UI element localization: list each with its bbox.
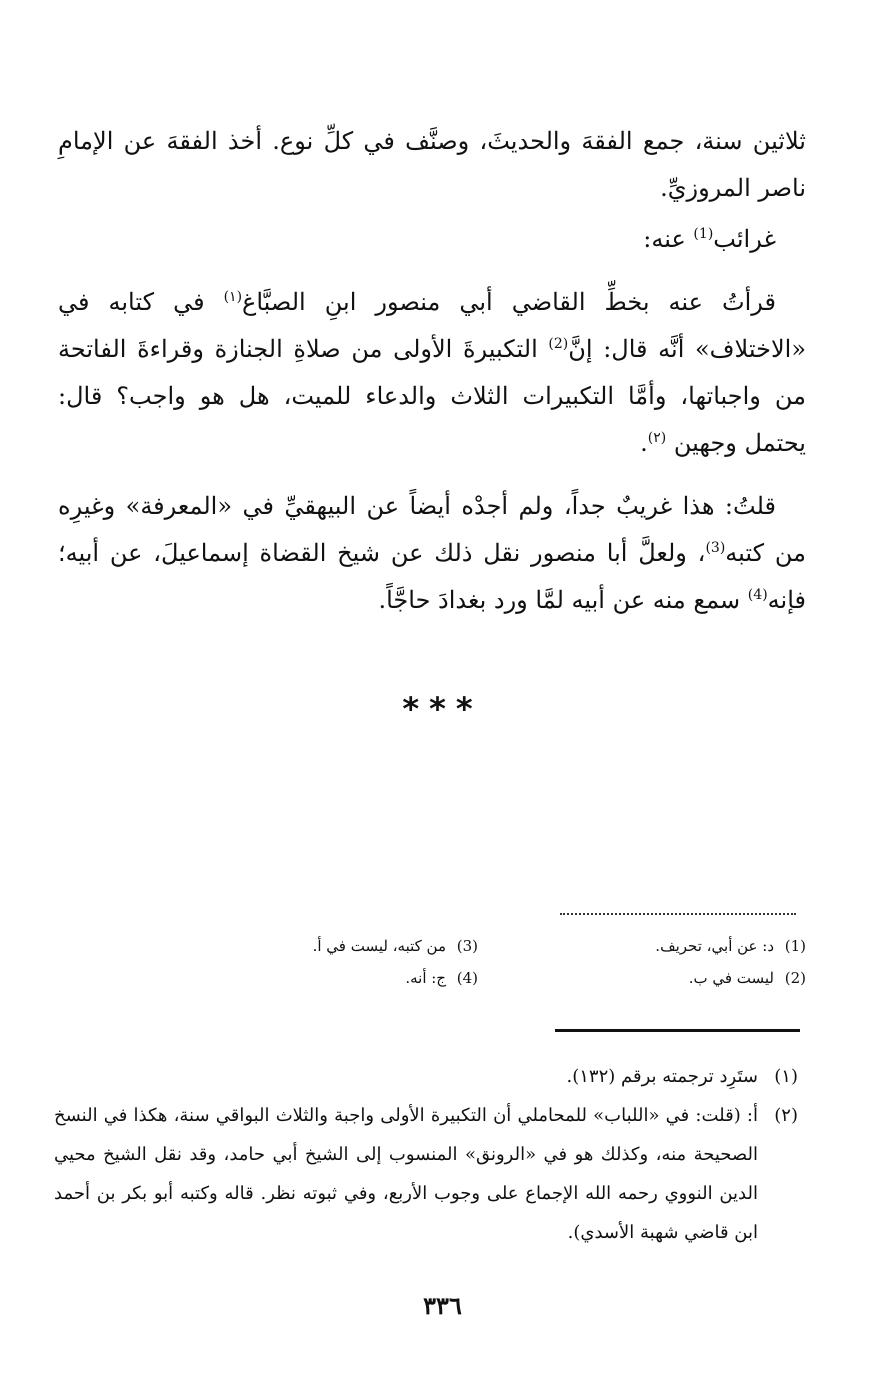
paragraph-4-text-c: سمع منه عن أبيه لمَّا ورد بغدادَ حاجَّاً. xyxy=(378,586,748,614)
paragraph-4-text-a: قلتُ: هذا غريبٌ جداً، ولم أجدْه أيضاً عن البيهقيِّ في «المعرفة» وغيرِه من كتبه xyxy=(58,492,807,567)
note-text: من كتبه، ليست في أ. xyxy=(312,937,446,955)
note-number: (٢) xyxy=(774,1105,798,1126)
paragraph-2 xyxy=(58,216,806,263)
footnote-ref: (3) xyxy=(705,540,726,556)
variant-note-2 xyxy=(518,962,806,994)
paragraph-1: ثلاثين سنة، جمع الفقهَ والحديثَ، وصنَّف في كلِّ نوع. أخذ الفقهَ عن الإمامِ ناصر المروزيِّ. xyxy=(58,127,806,202)
footnote-ref: (٢) xyxy=(647,430,667,446)
main-text xyxy=(58,118,806,624)
note-text: ستَرِد ترجمته برقم (١٣٢). xyxy=(566,1066,758,1087)
variant-note-4 xyxy=(190,962,478,994)
variant-note-1 xyxy=(518,930,806,962)
note-number: (2) xyxy=(784,969,806,987)
note-number: (1) xyxy=(784,937,806,955)
footnote-ref: (4) xyxy=(747,587,768,603)
note-text: أ: (قلت: في «اللباب» للمحاملي أن التكبيرة الأولى واجبة والثلاث البواقي سنة، هكذا في النسخ الصحيحة منه، وكذلك هو في «الرونق» المنسوب إلى الشيخ أبي حامد، وقد نقل الشيخ محيي الدين النووي رحمه الله الإجماع على وجوب الأربع، وفي ثبوته نظر. قاله وكتبه أبو بكر بن أحمد ابن قاضي شهبة الأسدي). xyxy=(54,1105,758,1243)
commentary-footnotes xyxy=(54,1057,798,1252)
footnote-ref: (١) xyxy=(223,289,243,305)
variant-notes xyxy=(190,930,806,994)
paragraph-3-text-a: قرأتُ عنه بخطِّ القاضي أبي منصور ابنِ الصبَّاغ xyxy=(242,288,776,316)
footnote-rule xyxy=(555,1029,800,1032)
footnote-ref: (1) xyxy=(693,226,714,242)
paragraph-4 xyxy=(58,483,806,624)
commentary-note-2 xyxy=(54,1096,798,1252)
commentary-note-1 xyxy=(54,1057,798,1096)
dotted-divider xyxy=(560,913,796,915)
paragraph-3-text-c: التكبيرةَ الأولى من صلاةِ الجنازة وقراءةَ الفاتحة من واجباتها، وأمَّا التكبيرات الثلاث والدعاء للميت، هل هو واجب؟ قال: يحتمل وجهين xyxy=(58,335,806,457)
page-number: ٣٣٦ xyxy=(423,1291,462,1320)
paragraph-4-text-b: ، ولعلَّ أبا منصور نقل ذلك عن شيخ القضاة إسماعيلَ، عن أبيه؛ فإنه xyxy=(58,539,806,614)
section-separator: *** xyxy=(402,690,483,728)
note-text: د: عن أبي، تحريف. xyxy=(655,937,774,955)
note-text: ليست في ب. xyxy=(688,969,774,987)
paragraph-2-text: عنه: xyxy=(643,225,694,253)
paragraph-3-text-b: في كتابه في «الاختلاف» أنَّه قال: إنَّ xyxy=(58,288,806,363)
note-number: (4) xyxy=(456,969,478,987)
paragraph-3 xyxy=(58,279,806,467)
heading-gharaib: غرائب xyxy=(713,225,776,253)
variant-note-3 xyxy=(190,930,478,962)
note-text: ج: أنه. xyxy=(405,969,446,987)
note-number: (3) xyxy=(456,937,478,955)
footnote-ref: (2) xyxy=(548,336,569,352)
paragraph-3-text-d: . xyxy=(640,429,648,457)
note-number: (١) xyxy=(774,1066,798,1087)
